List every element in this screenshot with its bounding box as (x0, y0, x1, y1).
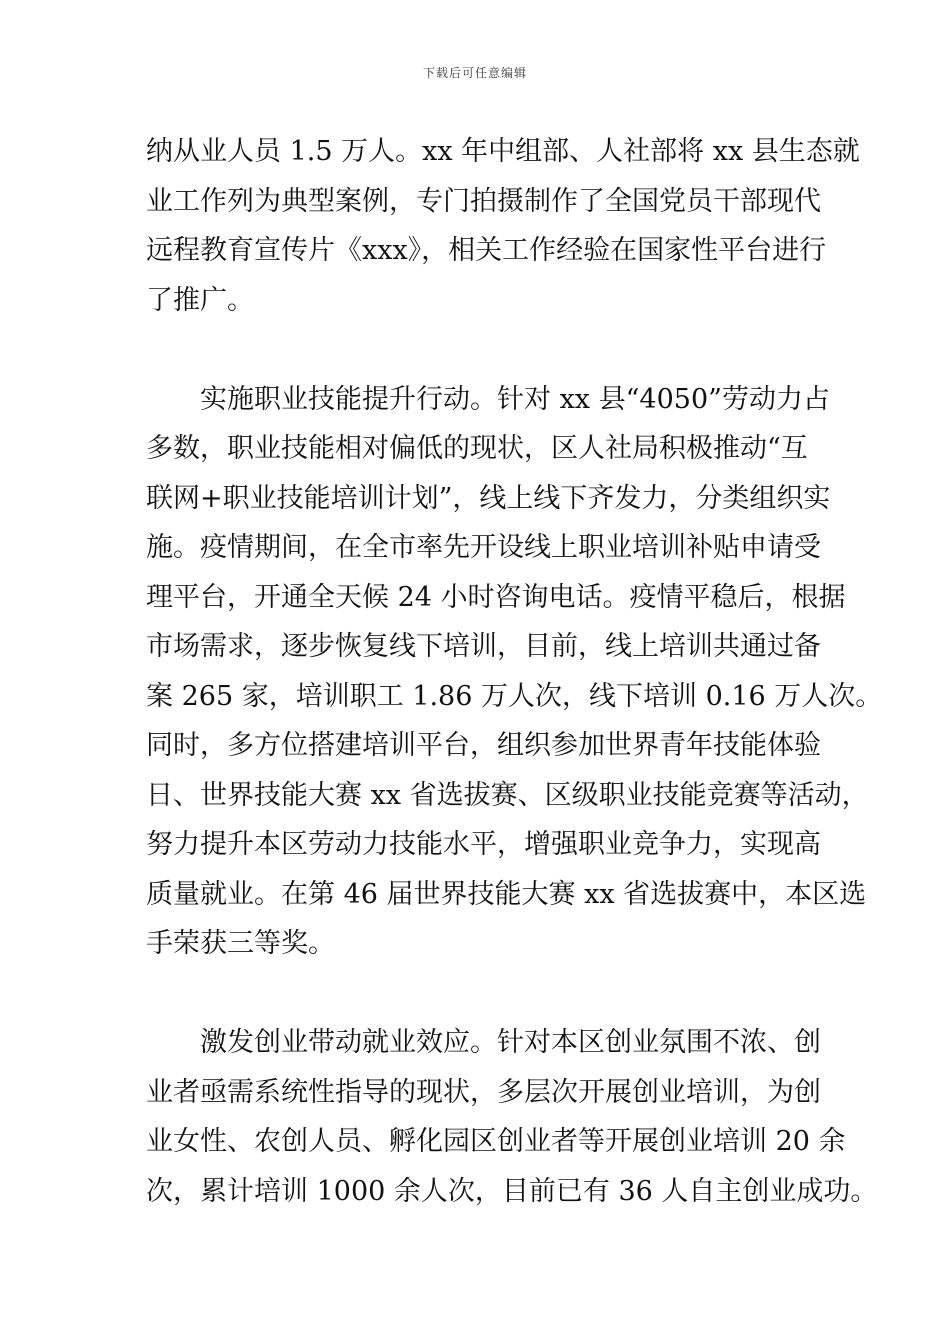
text-line: 多数，职业技能相对偏低的现状，区人社局积极推动“互 (146, 433, 808, 464)
text-line: 同时，多方位搭建培训平台，组织参加世界青年技能体验 (146, 730, 821, 761)
page-header: 下载后可任意编辑 (422, 66, 527, 80)
paragraph-3 (146, 1018, 878, 1216)
text-line: 纳从业人员 1.5 万人。xx 年中组部、人社部将 xx 县生态就 (146, 136, 860, 167)
text-line: 施。疫情期间，在全市率先开设线上职业培训补贴申请受 (146, 532, 821, 563)
text-line: 激发创业带动就业效应。针对本区创业氛围不浓、创 (200, 1027, 821, 1058)
paragraph-2 (146, 375, 883, 969)
text-line: 实施职业技能提升行动。针对 xx 县“4050”劳动力占 (200, 383, 830, 415)
text-line: 理平台，开通全天候 24 小时咨询电话。疫情平稳后，根据 (146, 581, 846, 613)
text-line: 手荣获三等奖。 (146, 928, 335, 959)
text-line: 了推广。 (146, 284, 254, 316)
text-line: 次，累计培训 1000 余人次，目前已有 36 人自主创业成功。 (146, 1175, 878, 1207)
text-line: 业女性、农创人员、孵化园区创业者等开展创业培训 20 余 (146, 1126, 846, 1157)
text-line: 质量就业。在第 46 届世界技能大赛 xx 省选拔赛中，本区选 (146, 878, 867, 910)
paragraph-1 (146, 127, 860, 325)
text-line: 案 265 家，培训职工 1.86 万人次，线下培训 0.16 万人次。 (146, 680, 883, 712)
text-line: 联网+职业技能培训计划”，线上线下齐发力，分类组织实 (146, 482, 831, 514)
paragraph-spacer (146, 969, 808, 1019)
text-line: 远程教育宣传片《xxx》，相关工作经验在国家性平台进行 (146, 235, 827, 266)
paragraph-spacer (146, 325, 808, 375)
text-line: 努力提升本区劳动力技能水平，增强职业竞争力，实现高 (146, 829, 821, 860)
document-body (146, 127, 883, 1216)
text-line: 市场需求，逐步恢复线下培训，目前，线上培训共通过备 (146, 631, 821, 662)
text-line: 业工作列为典型案例，专门拍摄制作了全国党员干部现代 (146, 185, 821, 217)
text-line: 日、世界技能大赛 xx 省选拔赛、区级职业技能竞赛等活动， (146, 779, 869, 811)
text-line: 业者亟需系统性指导的现状，多层次开展创业培训，为创 (146, 1076, 821, 1108)
